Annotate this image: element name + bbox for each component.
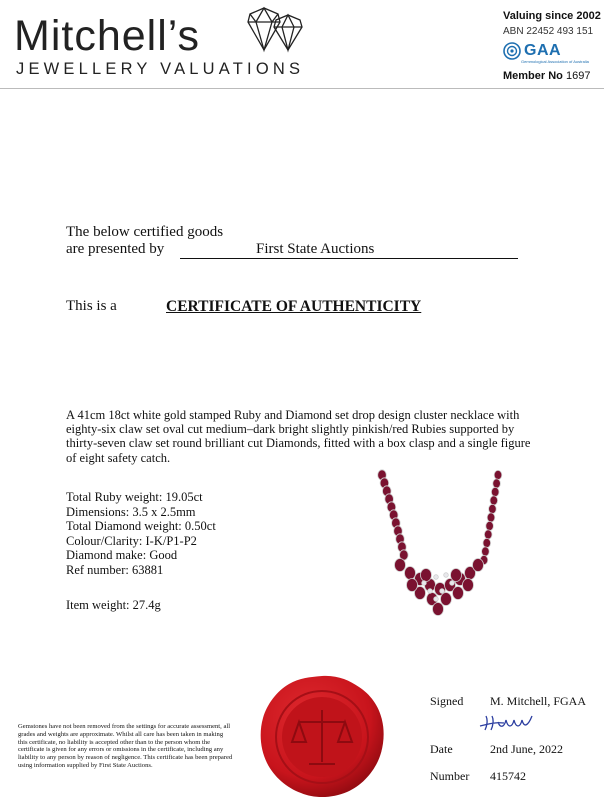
item-description: A 41cm 18ct white gold stamped Ruby and Diamond set drop design cluster necklace with eighty-six claw set oval cut medium–dark bright slightly pinkish/red Rubies supported by thirty-seven claw set round brilliant cut Diamonds, fitted with a box clasp and a single figure of eight safety catch. <box>66 408 531 465</box>
ruby-stone <box>487 513 495 522</box>
necklace-right-strand <box>480 470 502 564</box>
spec-colour-clarity: Colour/Clarity: I-K/P1-P2 <box>66 533 197 548</box>
header-divider <box>0 88 604 89</box>
ruby-stone <box>407 579 418 592</box>
necklace-photo <box>360 465 520 635</box>
ruby-stone <box>490 496 498 505</box>
ruby-stone <box>463 579 474 592</box>
ruby-stone <box>451 569 462 582</box>
ruby-stone <box>473 559 484 572</box>
presented-to-field: First State Auctions <box>180 241 518 259</box>
gaa-fullname: Gemmological Association of Australia <box>521 59 589 64</box>
ruby-stone <box>405 567 416 580</box>
logo-subtitle: JEWELLERY VALUATIONS <box>16 60 305 78</box>
specs-list <box>66 490 216 577</box>
diamond-stone <box>422 581 427 586</box>
ruby-stone <box>493 479 501 488</box>
member-label: Member No <box>503 70 563 82</box>
ruby-stone <box>486 521 494 530</box>
logo-wordmark: Mitchell’s <box>14 12 201 60</box>
ruby-stone <box>395 559 406 572</box>
diamond-stone <box>428 589 433 594</box>
diamond-stone <box>444 573 449 578</box>
spec-diamond-make: Diamond make: Good <box>66 548 178 562</box>
date-label: Date <box>430 742 453 756</box>
ruby-stone <box>484 530 492 539</box>
ruby-stone <box>494 470 502 479</box>
necklace-drop-cluster <box>395 559 484 616</box>
signed-value: M. Mitchell, FGAA <box>490 694 586 708</box>
spec-ref-number: Ref number: 63881 <box>66 562 164 577</box>
certificate-title: CERTIFICATE OF AUTHENTICITY <box>166 298 422 315</box>
diamond-stone <box>434 597 439 602</box>
wax-seal-icon <box>257 672 387 802</box>
valuing-since: Valuing since 2002 <box>503 10 601 22</box>
spec-dimensions: Dimensions: 3.5 x 2.5mm <box>66 504 196 519</box>
date-value: 2nd June, 2022 <box>490 742 563 756</box>
ruby-stone <box>483 538 491 547</box>
ruby-stone <box>489 504 497 513</box>
number-label: Number <box>430 769 470 783</box>
ruby-stone <box>421 569 432 582</box>
diamond-stone <box>450 581 455 586</box>
necklace-left-strand <box>378 470 408 560</box>
diamond-stone <box>440 589 445 594</box>
ruby-stone <box>491 487 499 496</box>
number-value: 415742 <box>490 769 526 783</box>
ruby-stone <box>433 603 444 616</box>
abn-number: ABN 22452 493 151 <box>503 26 594 37</box>
this-is-label: This is a <box>66 298 117 314</box>
diamond-logo-icon <box>240 6 310 56</box>
spec-diamond-weight: Total Diamond weight: 0.50ct <box>66 519 216 533</box>
intro-line-1: The below certified goods <box>66 224 224 240</box>
spec-ruby-weight: Total Ruby weight: 19.05ct <box>66 490 203 504</box>
handwritten-signature-icon <box>478 710 542 732</box>
intro-line-2: are presented by <box>66 241 165 257</box>
ruby-stone <box>441 593 452 606</box>
diamond-stone <box>434 575 439 580</box>
member-number <box>503 70 590 82</box>
ruby-stone <box>482 547 490 556</box>
gaa-label: GAA <box>524 42 562 59</box>
disclaimer-text: Gemstones have not been removed from the settings for accurate assessment, all grades and weights are approximate. Whilst all care has been taken in making this certificate, no liability is accepted other than to the person whom the certificate is given for any errors or omissions in the certificate, including any liability to any person by reason of negligence. This certificate has been prepared using information supplied by First State Auctions. <box>18 723 233 769</box>
signed-label: Signed <box>430 694 464 708</box>
ruby-stone <box>453 587 464 600</box>
gaa-emblem-icon <box>503 42 521 60</box>
member-value: 1697 <box>565 70 591 82</box>
item-weight: Item weight: 27.4g <box>66 598 161 612</box>
